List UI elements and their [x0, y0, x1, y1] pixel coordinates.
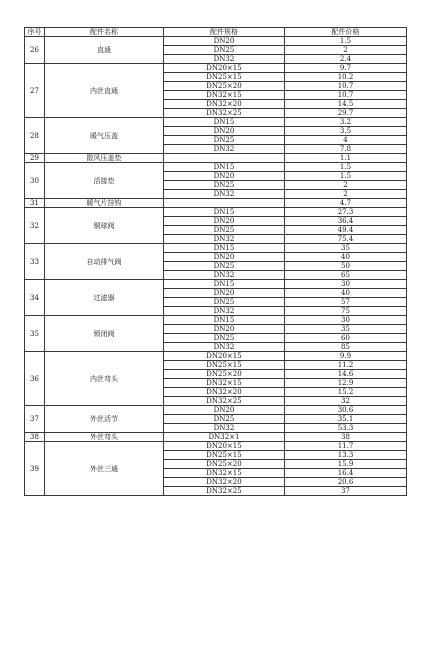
item-price: 13.3: [285, 451, 407, 460]
item-price: 75.4: [285, 235, 407, 244]
item-price: 9.9: [285, 352, 407, 361]
item-spec: DN32×25: [164, 109, 285, 118]
item-spec: DN25: [164, 181, 285, 190]
item-spec: DN32×25: [164, 397, 285, 406]
item-name: 外丝弯头: [45, 433, 164, 442]
item-price: 9.7: [285, 64, 407, 73]
item-price: 3.5: [285, 127, 407, 136]
table-row: [25, 433, 407, 442]
item-price: 37: [285, 487, 407, 496]
item-spec: DN20: [164, 127, 285, 136]
item-price: 11.7: [285, 442, 407, 451]
item-price: 50: [285, 262, 407, 271]
item-spec: DN20: [164, 217, 285, 226]
table-row: [25, 118, 407, 127]
item-spec: DN25×20: [164, 370, 285, 379]
item-price: 2: [285, 46, 407, 55]
item-spec: DN32: [164, 145, 285, 154]
item-price: 3.2: [285, 118, 407, 127]
item-spec: DN25: [164, 334, 285, 343]
item-name: 内丝弯头: [45, 352, 164, 406]
item-name: 直通: [45, 37, 164, 64]
item-spec: DN15: [164, 316, 285, 325]
item-price: 7.8: [285, 145, 407, 154]
item-spec: DN15: [164, 244, 285, 253]
table-row: [25, 406, 407, 415]
item-spec: DN25×15: [164, 73, 285, 82]
header-name: 配件名称: [45, 28, 164, 37]
item-price: 57: [285, 298, 407, 307]
item-spec: DN32: [164, 424, 285, 433]
item-name: 外丝三通: [45, 442, 164, 496]
item-price: 2: [285, 181, 407, 190]
item-price: 1.5: [285, 37, 407, 46]
item-price: 10.7: [285, 91, 407, 100]
table-row: [25, 154, 407, 163]
table-row: [25, 163, 407, 172]
item-price: 11.2: [285, 361, 407, 370]
item-spec: DN32: [164, 235, 285, 244]
table-row: [25, 64, 407, 73]
item-price: 49.4: [285, 226, 407, 235]
item-spec: DN32×20: [164, 100, 285, 109]
item-price: 15.2: [285, 388, 407, 397]
item-number: 38: [25, 433, 45, 442]
item-price: 35: [285, 244, 407, 253]
item-price: 60: [285, 334, 407, 343]
item-spec: DN32×1: [164, 433, 285, 442]
item-price: 16.4: [285, 469, 407, 478]
table-row: [25, 316, 407, 325]
item-spec: DN32: [164, 343, 285, 352]
item-name: 锁闭阀: [45, 316, 164, 352]
item-spec: DN20: [164, 325, 285, 334]
item-spec: DN20×15: [164, 64, 285, 73]
item-spec: DN32×15: [164, 91, 285, 100]
item-price: 2.4: [285, 55, 407, 64]
item-spec: DN32: [164, 271, 285, 280]
item-number: 36: [25, 352, 45, 406]
item-number: 35: [25, 316, 45, 352]
item-spec: DN20: [164, 289, 285, 298]
item-price: 14.5: [285, 100, 407, 109]
item-spec: DN25×20: [164, 460, 285, 469]
item-price: 35.1: [285, 415, 407, 424]
item-number: 29: [25, 154, 45, 163]
item-spec: DN20: [164, 172, 285, 181]
item-spec: DN25: [164, 226, 285, 235]
item-spec: DN20×15: [164, 352, 285, 361]
table-row: [25, 199, 407, 208]
item-name: 自动排气阀: [45, 244, 164, 280]
table-body: [25, 37, 407, 496]
item-price: 36.4: [285, 217, 407, 226]
item-price: 30.6: [285, 406, 407, 415]
price-table: [24, 27, 407, 496]
item-price: 1.1: [285, 154, 407, 163]
item-price: 10.2: [285, 73, 407, 82]
item-spec: DN32×20: [164, 478, 285, 487]
item-price: 32: [285, 397, 407, 406]
table-row: [25, 352, 407, 361]
item-spec: [164, 199, 285, 208]
item-price: 10.7: [285, 82, 407, 91]
item-price: 4: [285, 136, 407, 145]
item-number: 28: [25, 118, 45, 154]
item-price: 38: [285, 433, 407, 442]
item-spec: DN25: [164, 262, 285, 271]
table-header-row: [25, 28, 407, 37]
item-name: 内丝直通: [45, 64, 164, 118]
item-spec: DN32: [164, 190, 285, 199]
item-spec: DN20: [164, 37, 285, 46]
item-price: 15.9: [285, 460, 407, 469]
item-spec: DN15: [164, 163, 285, 172]
item-spec: [164, 154, 285, 163]
header-spec: 配件规格: [164, 28, 285, 37]
item-price: 30: [285, 280, 407, 289]
item-spec: DN25: [164, 136, 285, 145]
item-spec: DN25: [164, 298, 285, 307]
item-price: 2: [285, 190, 407, 199]
table-row: [25, 208, 407, 217]
item-name: 暖气压盖: [45, 118, 164, 154]
item-name: 活接垫: [45, 163, 164, 199]
item-spec: DN15: [164, 280, 285, 289]
item-price: 53.3: [285, 424, 407, 433]
item-spec: DN20: [164, 406, 285, 415]
item-name: 铜球阀: [45, 208, 164, 244]
item-price: 20.6: [285, 478, 407, 487]
item-spec: DN32×20: [164, 388, 285, 397]
item-number: 34: [25, 280, 45, 316]
item-spec: DN32×15: [164, 379, 285, 388]
table-row: [25, 37, 407, 46]
item-number: 32: [25, 208, 45, 244]
item-name: 散风压盖垫: [45, 154, 164, 163]
table-row: [25, 244, 407, 253]
item-price: 75: [285, 307, 407, 316]
item-number: 39: [25, 442, 45, 496]
item-number: 26: [25, 37, 45, 64]
item-price: 1.5: [285, 163, 407, 172]
item-price: 27.3: [285, 208, 407, 217]
item-price: 35: [285, 325, 407, 334]
item-price: 65: [285, 271, 407, 280]
item-spec: DN32×25: [164, 487, 285, 496]
item-spec: DN32: [164, 55, 285, 64]
item-number: 33: [25, 244, 45, 280]
item-name: 外丝活节: [45, 406, 164, 433]
header-no: 序号: [25, 28, 45, 37]
item-spec: DN32: [164, 307, 285, 316]
item-spec: DN25: [164, 415, 285, 424]
item-spec: DN25: [164, 46, 285, 55]
item-price: 12.9: [285, 379, 407, 388]
item-spec: DN15: [164, 118, 285, 127]
item-price: 1.5: [285, 172, 407, 181]
item-number: 30: [25, 163, 45, 199]
header-price: 配件价格: [285, 28, 407, 37]
item-price: 4.7: [285, 199, 407, 208]
item-spec: DN25×15: [164, 361, 285, 370]
item-number: 31: [25, 199, 45, 208]
item-price: 40: [285, 253, 407, 262]
item-name: 过滤器: [45, 280, 164, 316]
item-spec: DN15: [164, 208, 285, 217]
item-number: 37: [25, 406, 45, 433]
item-price: 29.7: [285, 109, 407, 118]
item-number: 27: [25, 64, 45, 118]
item-spec: DN20: [164, 253, 285, 262]
table-row: [25, 442, 407, 451]
item-spec: DN25×20: [164, 82, 285, 91]
item-spec: DN32×15: [164, 469, 285, 478]
item-spec: DN25×15: [164, 451, 285, 460]
item-price: 14.6: [285, 370, 407, 379]
item-name: 暖气片挂钩: [45, 199, 164, 208]
item-price: 85: [285, 343, 407, 352]
item-spec: DN20×15: [164, 442, 285, 451]
table-row: [25, 280, 407, 289]
item-price: 30: [285, 316, 407, 325]
item-price: 40: [285, 289, 407, 298]
